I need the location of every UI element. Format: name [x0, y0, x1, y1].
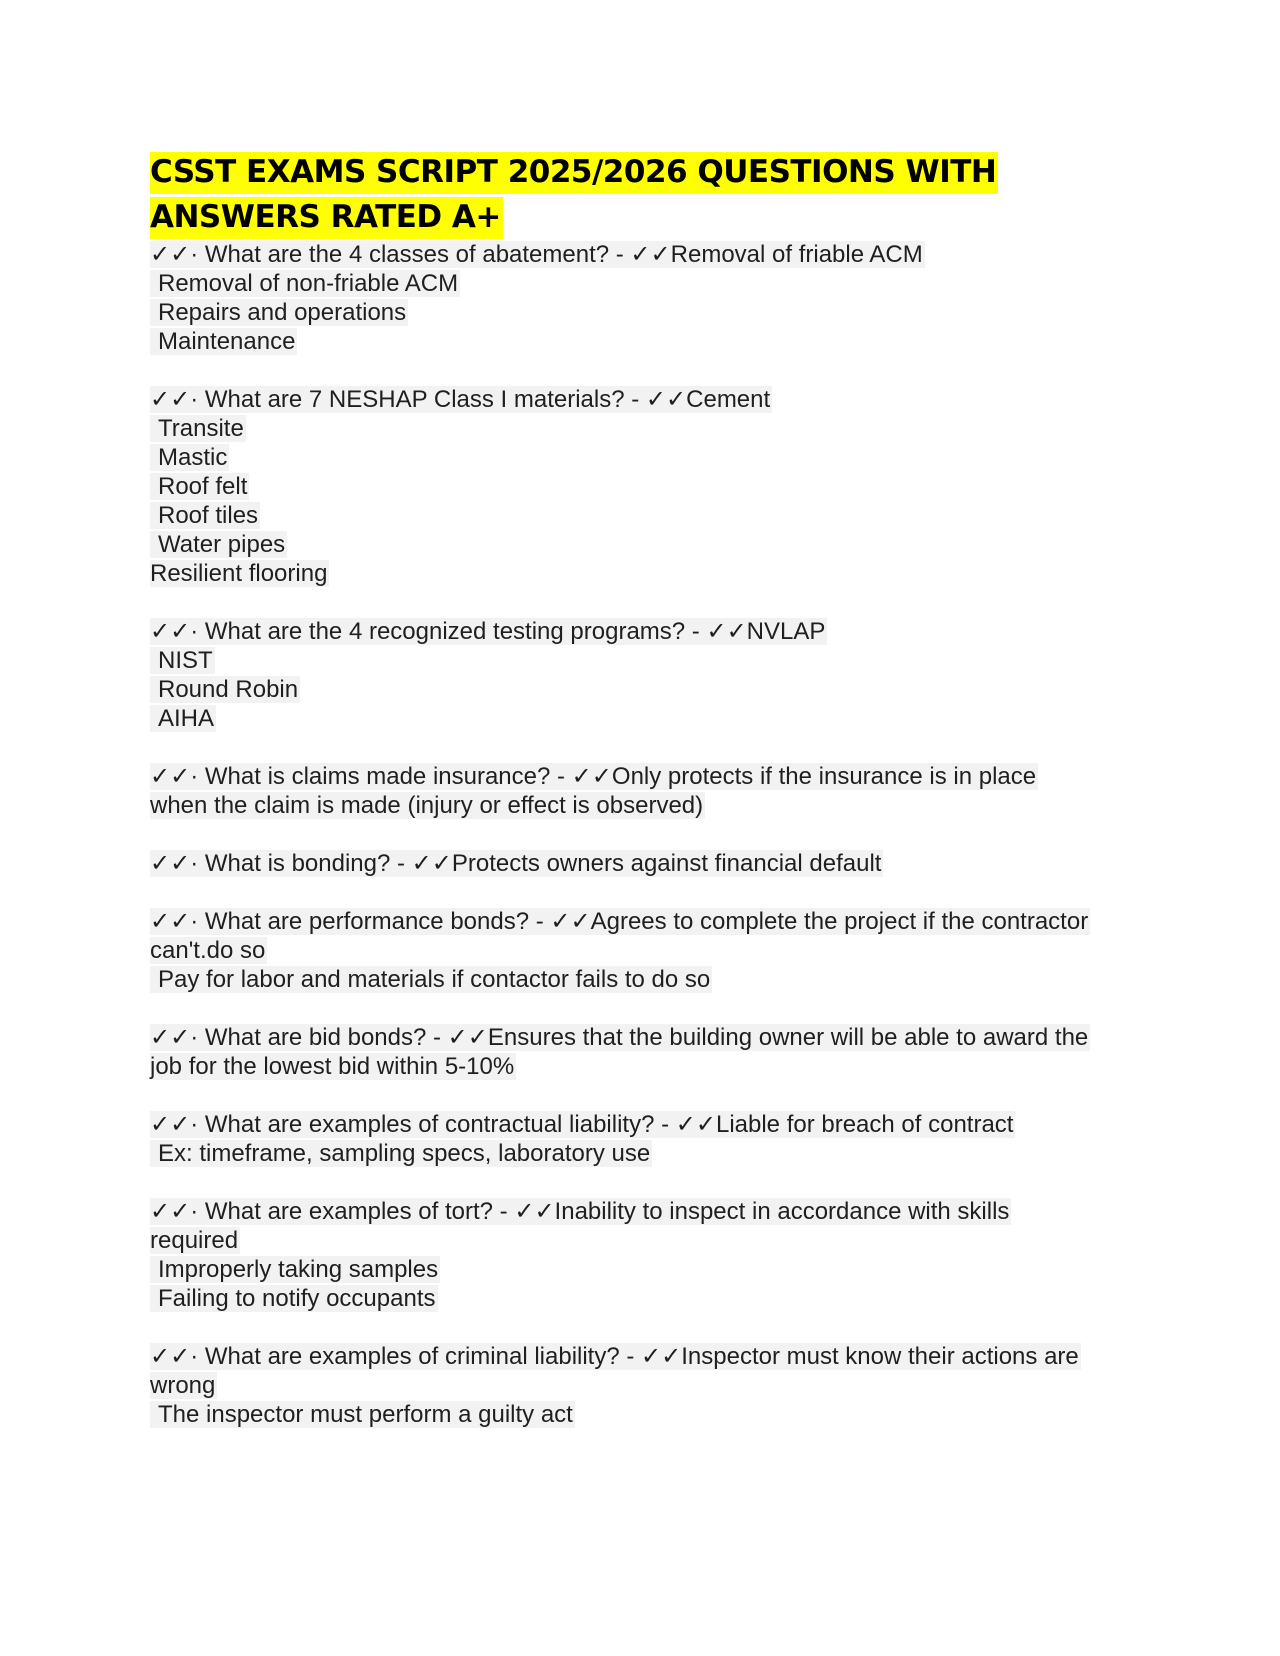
answer-text: Repairs and operations	[150, 299, 408, 326]
question-text: ✓✓· What are the 4 recognized testing programs? - ✓✓NVLAP	[150, 618, 826, 645]
answer-text: The inspector must perform a guilty act	[150, 1401, 575, 1428]
question-text: ✓✓· What are examples of criminal liability? - ✓✓Inspector must know their actions are	[150, 1343, 1079, 1370]
answer-text: AIHA	[150, 705, 216, 732]
question-line	[150, 1342, 1140, 1371]
document-page	[150, 150, 1140, 1458]
answer-line	[150, 472, 1140, 501]
answer-text: Maintenance	[150, 328, 297, 355]
answer-text: Pay for labor and materials if contactor fails to do so	[150, 966, 712, 993]
question-text: ✓✓· What are examples of contractual liability? - ✓✓Liable for breach of contract	[150, 1111, 1014, 1138]
question-line	[150, 1110, 1140, 1139]
answer-line	[150, 1371, 1140, 1400]
title-line-1	[150, 150, 1140, 195]
question-text: ✓✓· What are bid bonds? - ✓✓Ensures that the building owner will be able to award the	[150, 1024, 1089, 1051]
answer-text: can't.do so	[150, 937, 266, 964]
answer-text: Resilient flooring	[150, 560, 328, 587]
answer-line	[150, 1139, 1140, 1168]
qa-list	[150, 240, 1140, 1429]
question-line	[150, 849, 1140, 878]
answer-line	[150, 936, 1140, 965]
answer-line	[150, 791, 1140, 820]
answer-line	[150, 704, 1140, 733]
answer-line	[150, 675, 1140, 704]
title-line-2	[150, 195, 1140, 240]
question-text: ✓✓· What are examples of tort? - ✓✓Inability to inspect in accordance with skills	[150, 1198, 1010, 1225]
answer-line	[150, 298, 1140, 327]
question-line	[150, 617, 1140, 646]
qa-item	[150, 240, 1140, 356]
answer-line	[150, 646, 1140, 675]
answer-text: Failing to notify occupants	[150, 1285, 438, 1312]
answer-text: NIST	[150, 647, 215, 674]
answer-line	[150, 501, 1140, 530]
answer-text: Water pipes	[150, 531, 287, 558]
answer-line	[150, 1255, 1140, 1284]
answer-text: Round Robin	[150, 676, 300, 703]
question-line	[150, 1197, 1140, 1226]
answer-line	[150, 269, 1140, 298]
question-text: ✓✓· What are performance bonds? - ✓✓Agrees to complete the project if the contractor	[150, 908, 1089, 935]
qa-item	[150, 849, 1140, 878]
answer-text: Ex: timeframe, sampling specs, laboratory use	[150, 1140, 652, 1167]
answer-line	[150, 1400, 1140, 1429]
question-text: ✓✓· What is bonding? - ✓✓Protects owners against financial default	[150, 850, 882, 877]
title-text-1: CSST EXAMS SCRIPT 2025/2026 QUESTIONS WITH	[150, 152, 998, 194]
answer-line	[150, 443, 1140, 472]
question-line	[150, 762, 1140, 791]
question-line	[150, 1023, 1140, 1052]
answer-text: Roof tiles	[150, 502, 260, 529]
qa-item	[150, 1023, 1140, 1081]
answer-text: job for the lowest bid within 5-10%	[150, 1053, 515, 1080]
question-line	[150, 907, 1140, 936]
answer-line	[150, 327, 1140, 356]
qa-item	[150, 762, 1140, 820]
qa-item	[150, 907, 1140, 994]
qa-item	[150, 1197, 1140, 1313]
question-text: ✓✓· What is claims made insurance? - ✓✓Only protects if the insurance is in place	[150, 763, 1037, 790]
answer-line	[150, 965, 1140, 994]
answer-text: when the claim is made (injury or effect is observed)	[150, 792, 704, 819]
qa-item	[150, 1110, 1140, 1168]
answer-text: Transite	[150, 415, 246, 442]
answer-line	[150, 530, 1140, 559]
document-title	[150, 150, 1140, 240]
answer-line	[150, 1226, 1140, 1255]
answer-line	[150, 1052, 1140, 1081]
answer-text: Mastic	[150, 444, 229, 471]
answer-text: wrong	[150, 1372, 216, 1399]
qa-item	[150, 1342, 1140, 1429]
question-text: ✓✓· What are the 4 classes of abatement? - ✓✓Removal of friable ACM	[150, 241, 923, 268]
answer-text: Removal of non-friable ACM	[150, 270, 460, 297]
answer-line	[150, 1284, 1140, 1313]
answer-text: required	[150, 1227, 239, 1254]
answer-line	[150, 414, 1140, 443]
answer-text: Improperly taking samples	[150, 1256, 440, 1283]
qa-item	[150, 385, 1140, 588]
answer-line	[150, 559, 1140, 588]
qa-item	[150, 617, 1140, 733]
question-line	[150, 385, 1140, 414]
answer-text: Roof felt	[150, 473, 249, 500]
question-text: ✓✓· What are 7 NESHAP Class I materials? - ✓✓Cement	[150, 386, 771, 413]
title-text-2: ANSWERS RATED A+	[150, 197, 503, 239]
question-line	[150, 240, 1140, 269]
